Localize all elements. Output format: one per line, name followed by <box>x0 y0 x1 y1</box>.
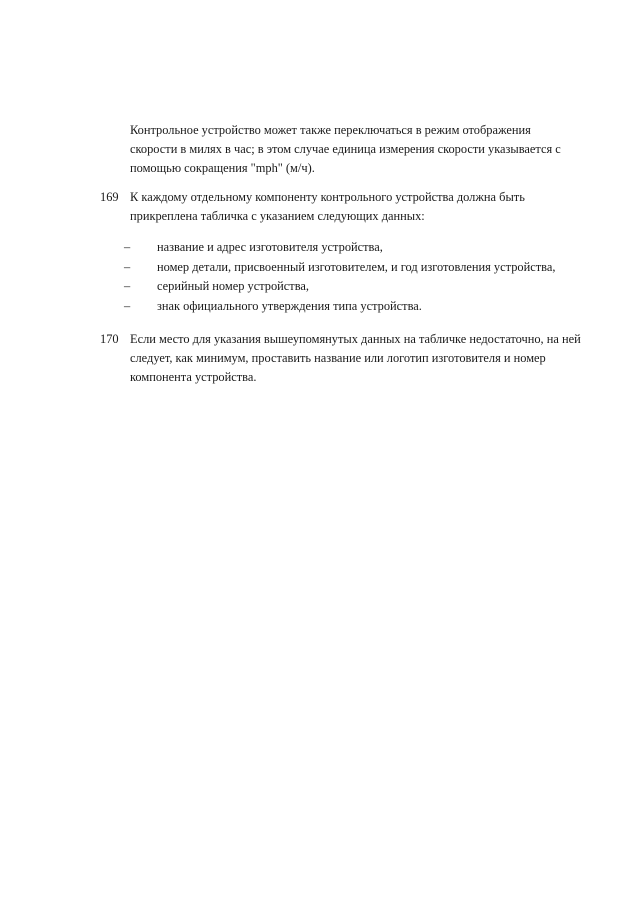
text-line: К каждому отдельному компоненту контрольного устройства должна быть <box>130 190 525 204</box>
text-line: Контрольное устройство может также переключаться в режим отображения <box>130 123 531 137</box>
list-item <box>124 258 594 278</box>
paragraph-169 <box>130 188 600 226</box>
list-item <box>124 277 594 297</box>
list-item-text: знак официального утверждения типа устройства. <box>157 298 422 313</box>
text-line: скорости в милях в час; в этом случае единица измерения скорости указывается с <box>130 142 561 156</box>
list-item-text: серийный номер устройства, <box>157 279 309 293</box>
dash-marker: – <box>124 259 131 274</box>
list-item <box>124 297 594 317</box>
paragraph-number: 170 <box>100 332 119 346</box>
text-line: прикреплена табличка с указанием следующих данных: <box>130 209 425 223</box>
paragraph-170 <box>130 330 600 387</box>
dash-marker: – <box>124 279 131 293</box>
list-item <box>124 238 594 258</box>
dash-marker: – <box>124 298 131 313</box>
list-item-text: название и адрес изготовителя устройства, <box>157 240 383 254</box>
paragraph-number: 169 <box>100 190 119 204</box>
bullet-list <box>124 238 594 316</box>
text-line: помощью сокращения "mph" (м/ч). <box>130 161 315 175</box>
text-line: компонента устройства. <box>130 370 257 384</box>
list-item-text: номер детали, присвоенный изготовителем, и год изготовления устройства, <box>157 259 556 274</box>
intro-paragraph <box>130 121 600 178</box>
dash-marker: – <box>124 240 131 254</box>
text-line: Если место для указания вышеупомянутых данных на табличке недостаточно, на ней <box>130 332 581 346</box>
text-line: следует, как минимум, проставить название или логотип изготовителя и номер <box>130 351 546 365</box>
